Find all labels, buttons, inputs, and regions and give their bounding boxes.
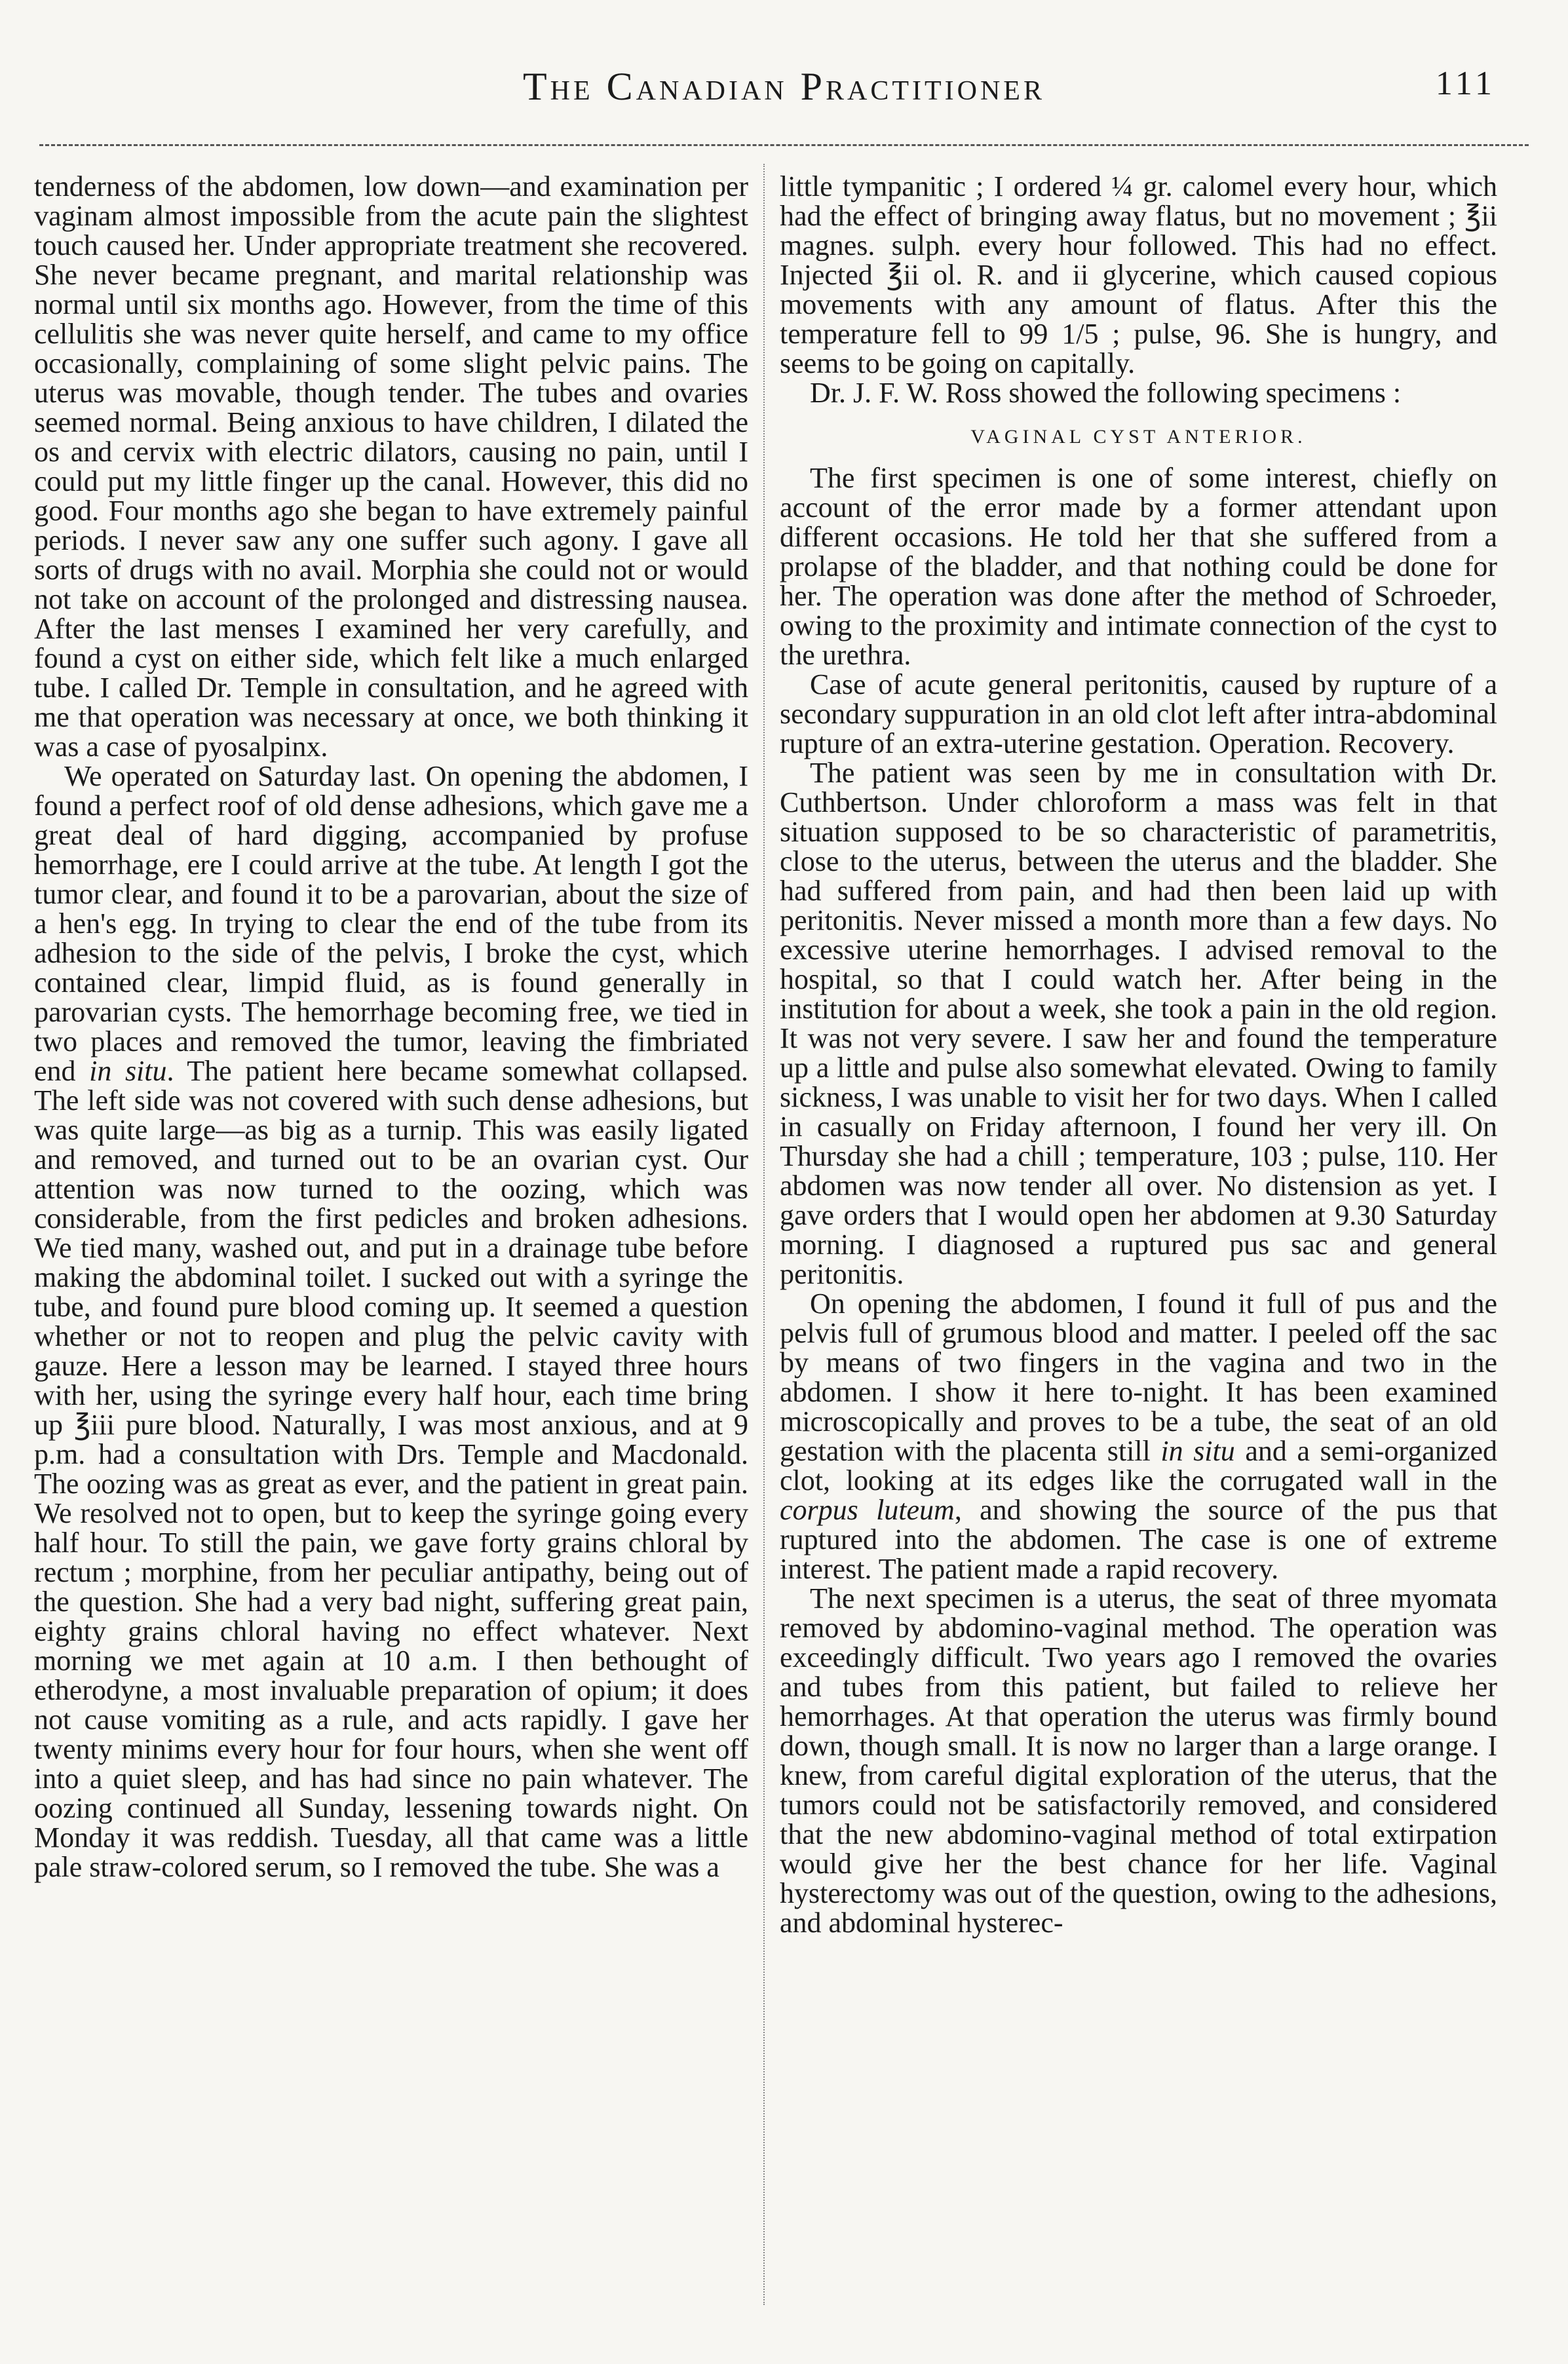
paragraph-text: . The patient here became somewhat collapsed. The left side was not covered with such dense adhesions, but was quite large—as big as a turnip. This was easily ligated and removed, and turned out to be an ovarian cyst. Our attention was now turned to the oozing, which was considerable, from the first pedicles and broken adhesions. We tied many, washed out, and put in a drainage tube before making the abdominal toilet. I sucked out with a syringe the tube, and found pure blood coming up. It seemed a question whether or not to reopen and plug the pelvic cavity with gauze. Here a lesson may be learned. I stayed three hours with her, using the syringe every half hour, each time bring up ℥iii pure blood. Naturally, I was most anxious, and at 9 p.m. had a consultation with Drs. Temple and Macdonald. The oozing was as great as ever, and the patient in great pain. We resolved not to open, but to keep the syringe going every half hour. To still the pain, we gave forty grains chloral by rectum ; morphine, from her peculiar antipathy, being out of the question. She had a very bad night, suffering great pain, eighty grains chloral having no effect whatever. Next morning we met again at 10 a.m. I then bethought of etherodyne, a most invaluable preparation of opium; it does not cause vomiting as a rule, and acts rapidly. I gave her twenty minims every hour for four hours, when she went off into a quiet sleep, and has had since no pain whatever. The oozing continued all Sunday, lessening towards night. On Monday it was reddish. Tuesday, all that came was a little pale straw-colored serum, so I removed the tube. She was a — [34, 1055, 749, 1883]
header-rule — [39, 144, 1529, 146]
paragraph — [34, 761, 748, 1882]
left-column — [34, 172, 748, 1882]
running-title: The Canadian Practitioner — [523, 65, 1045, 108]
paragraph: The first specimen is one of some interest, chiefly on account of the error made by a former attendant upon different occasions. He told her that she suffered from a prolapse of the bladder, and that nothing could be done for her. The operation was done after the method of Schroeder, owing to the proximity and intimate connection of the cyst to the urethra. — [780, 462, 1497, 671]
paragraph: little tympanitic ; I ordered ¼ gr. calomel every hour, which had the effect of bringing away flatus, but no movement ; ℥ii magnes. sulph. every hour followed. This had no effect. Injected ℥ii ol. R. and ii glycerine, which caused copious movements with any amount of flatus. After this the temperature fell to 99 1/5 ; pulse, 96. She is hungry, and seems to be going on capitally. — [780, 170, 1497, 379]
page-header — [0, 39, 1568, 138]
paragraph: Dr. J. F. W. Ross showed the following specimens : — [810, 377, 1402, 409]
right-column — [780, 172, 1497, 1937]
paragraph-text: On opening the abdomen, I found it full of pus and the pelvis full of grumous blood and matter. I peeled off the sac by means of two fingers in the vagina and two in the abdomen. I show it here to-night. It has been examined microscopically and proves to be a tube, the seat of an old gestation with the placenta still — [780, 1287, 1497, 1467]
paragraph — [780, 1289, 1497, 1584]
paragraph: Case of acute general peritonitis, caused by rupture of a secondary suppuration in an old clot left after intra-abdominal rupture of an extra-uterine gestation. Operation. Recovery. — [780, 668, 1497, 759]
paragraph-text: , and showing the source of the pus that ruptured into the abdomen. The case is one of extreme interest. The patient made a rapid recovery. — [780, 1494, 1498, 1585]
italic-phrase: in situ — [89, 1055, 167, 1087]
italic-phrase: in situ — [1160, 1435, 1235, 1467]
section-heading: VAGINAL CYST ANTERIOR. — [970, 426, 1307, 448]
italic-phrase: corpus luteum — [780, 1494, 955, 1526]
page-number: 111 — [1435, 65, 1496, 102]
paragraph: The patient was seen by me in consultation with Dr. Cuthbertson. Under chloroform a mass was felt in that situation supposed to be so characteristic of parametritis, close to the uterus, between the uterus and the bladder. She had suffered from pain, and had then been laid up with peritonitis. Never missed a month more than a few days. No excessive uterine hemorrhages. I advised removal to the hospital, so that I could watch her. After being in the institution for about a week, she took a pain in the old region. It was not very severe. I saw her and found the temperature up a little and pulse also somewhat elevated. Owing to family sickness, I was unable to visit her for two days. When I called in casually on Friday afternoon, I found her very ill. On Thursday she had a chill ; temperature, 103 ; pulse, 110. Her abdomen was now tender all over. No distension as yet. I gave orders that I would open her abdomen at 9.30 Saturday morning. I diagnosed a ruptured pus sac and general peritonitis. — [780, 757, 1497, 1290]
paragraph-text: and a semi-organized clot, looking at its edges like the corrugated wall in the — [780, 1435, 1498, 1497]
paragraph-text: We operated on Saturday last. On opening the abdomen, I found a perfect roof of old dense adhesions, which gave me a great deal of hard digging, accompanied by profuse hemorrhage, ere I could arrive at the tube. At length I got the tumor clear, and found it to be a parovarian, about the size of a hen's egg. In trying to clear the end of the tube from its adhesion to the side of the pelvis, I broke the cyst, which contained clear, limpid fluid, as is found generally in parovarian cysts. The hemorrhage becoming free, we tied in two places and removed the tumor, leaving the fimbriated end — [34, 760, 748, 1087]
column-divider — [763, 164, 765, 2305]
paragraph: tenderness of the abdomen, low down—and examination per vaginam almost impossible from the acute pain the slightest touch caused her. Under appropriate treatment she recovered. She never became pregnant, and marital relationship was normal until six months ago. However, from the time of this cellulitis she was never quite herself, and came to my office occasionally, complaining of some slight pelvic pains. The uterus was movable, though tender. The tubes and ovaries seemed normal. Being anxious to have children, I dilated the os and cervix with electric dilators, causing no pain, until I could put my little finger up the canal. However, this did no good. Four months ago she began to have extremely painful periods. I never saw any one suffer such agony. I gave all sorts of drugs with no avail. Morphia she could not or would not take on account of the prolonged and distressing nausea. After the last menses I examined her very carefully, and found a cyst on either side, which felt like a much enlarged tube. I called Dr. Temple in consultation, and he agreed with me that operation was necessary at once, we both thinking it was a case of pyosalpinx. — [34, 170, 748, 763]
paragraph: The next specimen is a uterus, the seat of three myomata removed by abdomino-vaginal method. The operation was exceedingly difficult. Two years ago I removed the ovaries and tubes from this patient, but failed to relieve her hemorrhages. At that operation the uterus was firmly bound down, though small. It is now no larger than a large orange. I knew, from careful digital exploration of the uterus, that the tumors could not be satisfactorily removed, and considered that the new abdomino-vaginal method of total extirpation would give her the best chance for her life. Vaginal hysterectomy was out of the question, owing to the adhesions, and abdominal hysterec- — [780, 1582, 1497, 1939]
